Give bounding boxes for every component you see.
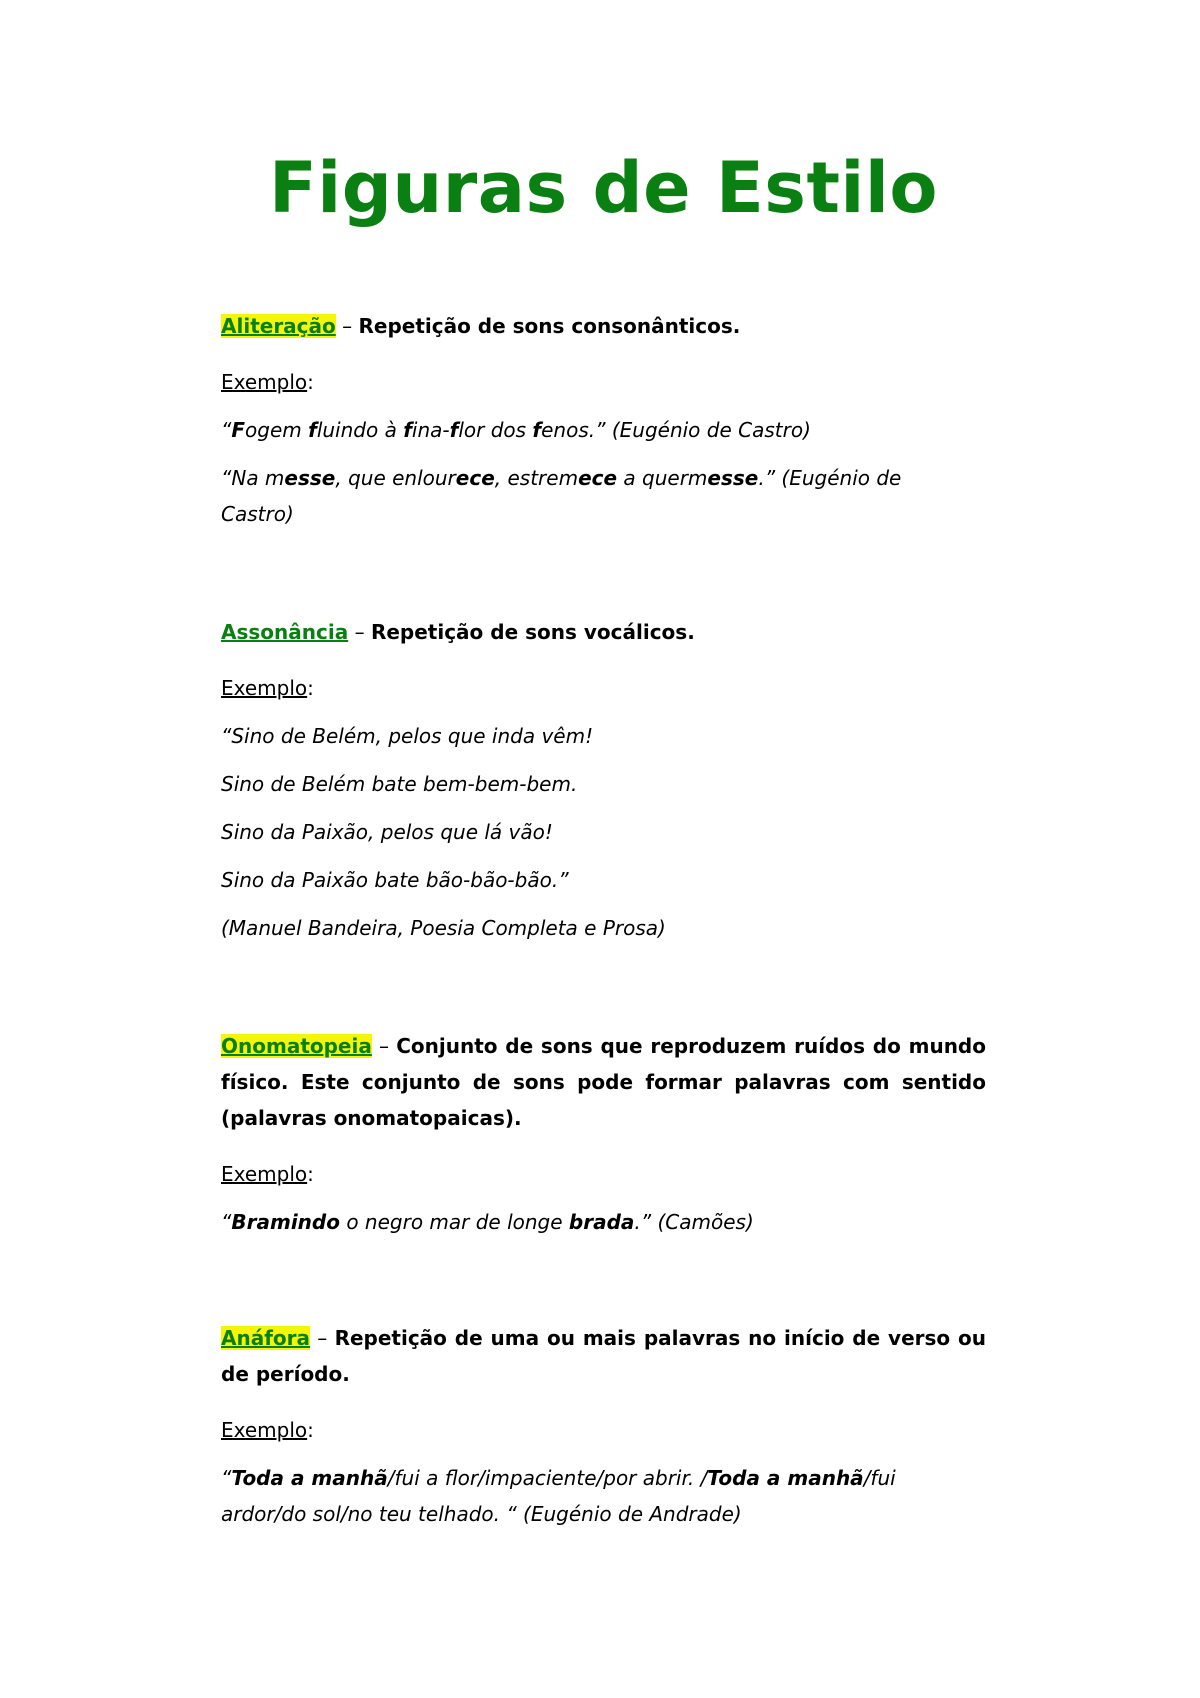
example-emphasis: f [449, 418, 459, 442]
definition-text: Repetição de uma ou mais palavras no início de verso ou de período. [221, 1326, 987, 1386]
example-text: Sino de Belém bate bem-bem-bem. [221, 772, 578, 796]
example-text: “ [221, 1210, 232, 1234]
example-line [221, 1460, 961, 1532]
dash: – [348, 620, 371, 644]
example-text: Sino da Paixão, pelos que lá vão! [221, 820, 553, 844]
example-line [221, 814, 986, 850]
example-line [221, 910, 986, 946]
example-emphasis: ece [455, 466, 495, 490]
example-text: lor dos [458, 418, 533, 442]
example-emphasis: f [403, 418, 412, 442]
example-text: .” (Camões) [634, 1210, 754, 1234]
example-emphasis: f [308, 418, 317, 442]
term-anafora: Anáfora [221, 1326, 311, 1350]
example-text: o negro mar de longe [339, 1210, 569, 1234]
example-text: /fui ardor/do sol/no teu telhado. “ (Eugénio de Andrade) [221, 1466, 896, 1526]
example-emphasis: brada [568, 1210, 635, 1234]
example-text: luindo à [316, 418, 404, 442]
section-anafora [221, 1320, 986, 1532]
example-text: ogem [245, 418, 309, 442]
definition [221, 1320, 986, 1392]
definition-text: Repetição de sons consonânticos. [358, 314, 741, 338]
definition-text: Conjunto de sons que reproduzem ruídos do mundo físico. Este conjunto de sons pode formar palavras com sentido (palavras onomatopaicas). [221, 1034, 986, 1130]
example-emphasis: ece [578, 466, 618, 490]
example-text: .” (Eugénio de Castro) [221, 466, 902, 526]
example-text: a querm [617, 466, 708, 490]
example-line [221, 412, 986, 448]
example-emphasis: F [231, 418, 246, 442]
dash: – [310, 1326, 335, 1350]
example-label: Exemplo: [221, 1162, 314, 1186]
term-onomatopeia: Onomatopeia [221, 1034, 372, 1058]
example-text: ina- [411, 418, 450, 442]
example-text: “Na m [221, 466, 285, 490]
definition [221, 1028, 986, 1136]
example-line [221, 1204, 986, 1240]
section-onomatopeia [221, 1028, 986, 1240]
example-label: Exemplo: [221, 1418, 314, 1442]
example-emphasis: Toda a manhã [231, 1466, 388, 1490]
term-aliteracao: Aliteração [221, 314, 336, 338]
example-text: enos.” (Eugénio de Castro) [541, 418, 811, 442]
example-text: /fui a flor/impaciente/por abrir. / [387, 1466, 708, 1490]
example-line [221, 862, 986, 898]
dash: – [371, 1034, 397, 1058]
example-label: Exemplo: [221, 370, 314, 394]
example-label: Exemplo: [221, 676, 314, 700]
example-emphasis: esse [707, 466, 759, 490]
example-line [221, 766, 986, 802]
example-text: “Sino de Belém, pelos que inda vêm! [221, 724, 594, 748]
example-text: “ [221, 418, 232, 442]
section-aliteracao [221, 308, 986, 532]
document-title: Figuras de Estilo [268, 147, 939, 229]
example-emphasis: f [532, 418, 542, 442]
example-text: Sino da Paixão bate bão-bão-bão.” [221, 868, 569, 892]
example-emphasis: Toda a manhã [707, 1466, 864, 1490]
definition-text: Repetição de sons vocálicos. [370, 620, 695, 644]
dash: – [335, 314, 359, 338]
example-emphasis: esse [284, 466, 336, 490]
example-text: (Manuel Bandeira, Poesia Completa e Prosa) [221, 916, 666, 940]
example-emphasis: Bramindo [231, 1210, 340, 1234]
definition [221, 614, 986, 650]
example-line [221, 718, 986, 754]
example-text: , estrem [494, 466, 579, 490]
example-text: , que enlour [335, 466, 456, 490]
term-assonancia: Assonância [221, 620, 349, 644]
section-assonancia [221, 614, 986, 946]
example-text: “ [221, 1466, 232, 1490]
example-line [221, 460, 961, 532]
definition [221, 308, 986, 344]
